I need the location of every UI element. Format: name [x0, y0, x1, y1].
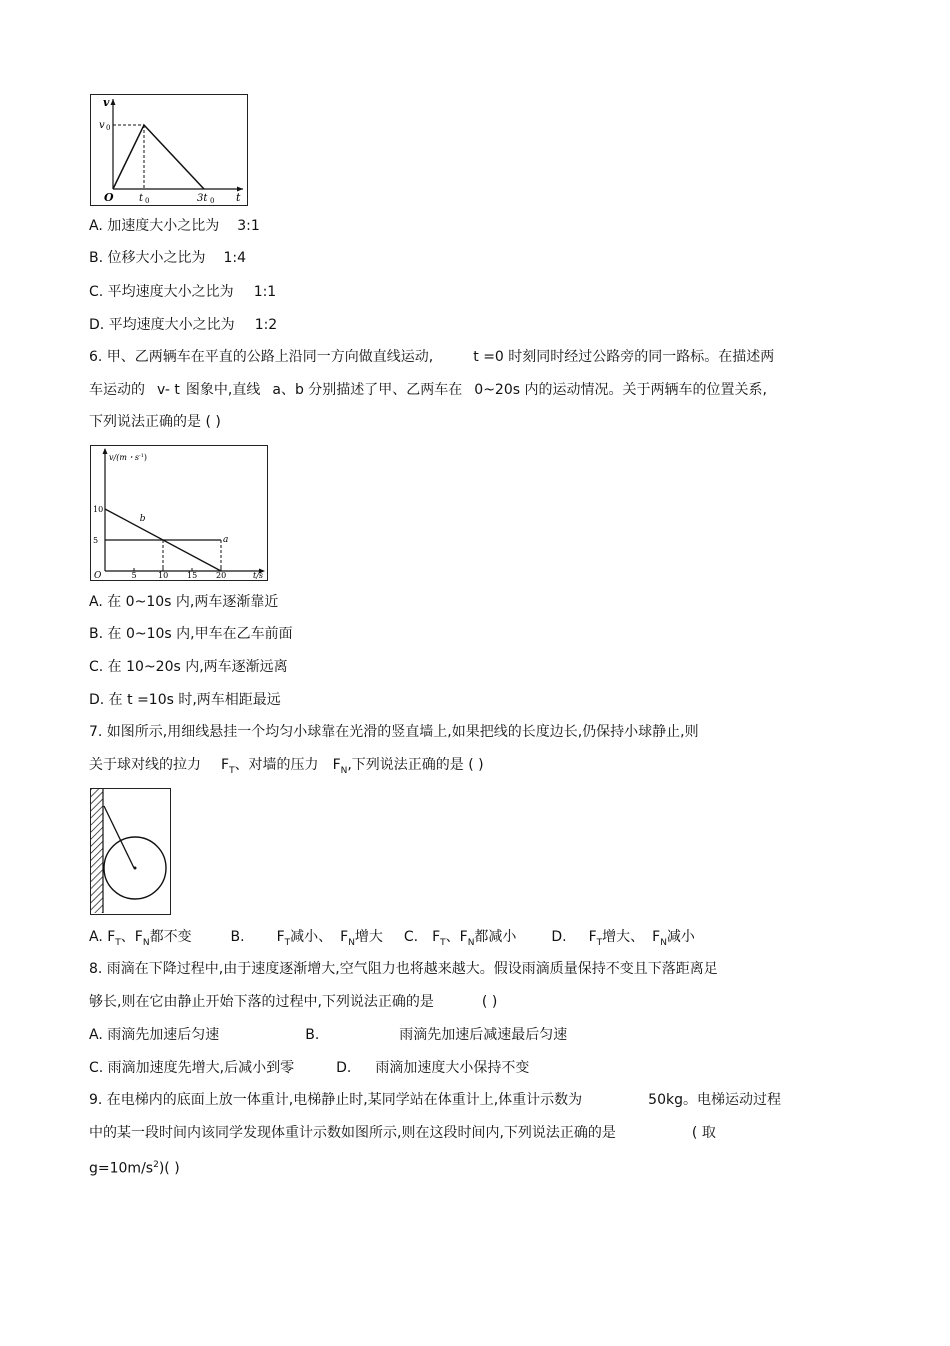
t0-sub: 0	[145, 197, 150, 204]
q9-line-3-a: g=10m/s	[89, 1160, 154, 1177]
wall-hatching	[91, 789, 103, 913]
q7-c-sub2: N	[467, 937, 475, 948]
q7-b-prefix: B.	[230, 929, 245, 945]
q8-option-c: C. 雨滴加速度先增大,后减小到零	[89, 1060, 295, 1076]
q7-d-text1: 增大、	[602, 929, 645, 945]
figure-vt-triangle	[90, 94, 248, 206]
q6-option-d: D. 在 t =10s 时,两车相距最远	[89, 692, 281, 708]
chart-x-label: t/s	[253, 571, 264, 579]
q6-line-1-a: 6. 甲、乙两辆车在平直的公路上沿同一方向做直线运动,	[89, 349, 434, 365]
q7-line-1: 7. 如图所示,用细线悬挂一个均匀小球靠在光滑的竖直墙上,如果把线的长度边长,仍保持小球静止,则	[89, 724, 699, 740]
y-axis-arrow	[111, 99, 116, 105]
q5-option-b-value: 1:4	[223, 250, 247, 266]
q7-line-2	[89, 756, 484, 780]
q7-line-2-a: 关于球对线的拉力	[89, 757, 201, 773]
q6-option-b: B. 在 0~10s 内,甲车在乙车前面	[89, 626, 293, 642]
q7-a-text: 都不变	[149, 929, 192, 945]
q7-ft-sub: T	[229, 765, 235, 776]
y-tick-label-10: 10	[93, 505, 104, 514]
v0-label: v	[99, 120, 105, 131]
q9-line-2-a: 中的某一段时间内该同学发现体重计示数如图所示,则在这段时间内,下列说法正确的是	[89, 1125, 616, 1141]
q6-line-2	[89, 381, 767, 399]
q7-d-f2: F	[652, 929, 661, 945]
q6-line-2-c: 图象中,直线	[185, 382, 261, 398]
q7-b-text2: 增大	[354, 929, 383, 945]
q9-line-2	[89, 1124, 716, 1142]
ball-center	[134, 867, 137, 870]
q7-a-prefix: A. F	[89, 929, 116, 945]
q7-line-2-c: ,下列说法正确的是 ( )	[347, 757, 484, 773]
q5-option-d	[89, 316, 277, 334]
v0-sub: 0	[106, 124, 111, 132]
chart-y-label-end: )	[143, 453, 148, 462]
figure-ball-wall	[90, 788, 171, 915]
q7-fn-sub: N	[340, 765, 348, 776]
figure-vt-chart	[90, 445, 268, 581]
q7-d-f1: F	[588, 929, 597, 945]
q8-option-b: 雨滴先加速后减速最后匀速	[399, 1027, 568, 1043]
q7-d-sub1: T	[596, 937, 603, 948]
q8-option-d-prefix: D.	[336, 1060, 352, 1076]
q7-c-text: 都减小	[474, 929, 517, 945]
q7-a-sub1: T	[115, 937, 121, 948]
q7-c-mid: 、F	[445, 929, 468, 945]
x-tick-label-15: 15	[187, 571, 198, 579]
q5-option-b	[89, 249, 246, 267]
3t0-label: 3t	[197, 193, 208, 204]
q6-line-1-b: t =0 时刻同时经过公路旁的同一路标。在描述两	[473, 349, 775, 365]
q7-c-sub1: T	[440, 937, 446, 948]
q6-line-2-b: v- t	[157, 382, 180, 398]
q9-line-3	[89, 1156, 180, 1178]
q8-option-a: A. 雨滴先加速后匀速	[89, 1027, 220, 1043]
velocity-line	[113, 125, 204, 189]
chart-y-arrow	[103, 448, 108, 454]
q9-line-3-sup: 2	[153, 1160, 159, 1170]
y-tick-label-5: 5	[93, 536, 99, 545]
q9-line-3-b: )( )	[158, 1160, 180, 1177]
3t0-sub: 0	[210, 197, 215, 204]
q7-b-text1: 减小、	[290, 929, 333, 945]
q7-b-sub1: T	[284, 937, 291, 948]
q7-c-f1: F	[432, 929, 441, 945]
x-tick-label-10: 10	[158, 571, 169, 579]
chart-y-label-sup: -1	[139, 453, 144, 459]
series-label-b: b	[139, 514, 146, 524]
q8-line-2	[89, 993, 497, 1011]
q5-option-c-value: 1:1	[253, 284, 277, 300]
q7-ft: F	[221, 757, 230, 773]
q9-line-1-a: 9. 在电梯内的底面上放一体重计,电梯静止时,某同学站在体重计上,体重计示数为	[89, 1092, 583, 1108]
q8-options-row-2	[89, 1059, 529, 1077]
ball-wall-svg	[91, 789, 169, 913]
chart-y-label-main: v/(m・s	[109, 453, 140, 462]
q9-line-1	[89, 1091, 781, 1109]
q8-line-2-text: 够长,则在它由静止开始下落的过程中,下列说法正确的是	[89, 994, 434, 1010]
q7-fn: F	[332, 757, 341, 773]
chart-origin-label: O	[94, 571, 102, 579]
q6-option-a: A. 在 0~10s 内,两车逐渐靠近	[89, 594, 279, 610]
q6-line-3: 下列说法正确的是 ( )	[89, 414, 221, 430]
q6-line-2-e: 0~20s 内的运动情况。关于两辆车的位置关系,	[474, 382, 767, 398]
t0-label: t	[139, 193, 144, 204]
q7-d-sub2: N	[660, 937, 667, 948]
q7-a-mid: 、F	[120, 929, 143, 945]
chart-y-label	[109, 453, 147, 462]
q5-option-a	[89, 217, 260, 235]
x-tick-label-20: 20	[216, 571, 227, 579]
q8-option-d: 雨滴加速度大小保持不变	[375, 1060, 530, 1076]
q7-d-text2: 减小	[666, 929, 695, 945]
q7-line-2-b: 、对墙的压力	[234, 757, 319, 773]
axis-t-label: t	[236, 191, 241, 204]
q5-option-a-label: A. 加速度大小之比为	[89, 218, 220, 234]
q5-option-a-value: 3:1	[237, 218, 260, 234]
q6-line-2-d: a、b 分别描述了甲、乙两车在	[272, 382, 463, 398]
q7-b-f2: F	[340, 929, 349, 945]
chart-marks	[93, 505, 228, 579]
q8-line-2-paren: ( )	[481, 994, 498, 1010]
q6-option-c: C. 在 10~20s 内,两车逐渐远离	[89, 659, 288, 675]
q7-a-sub2: N	[142, 937, 150, 948]
q7-d-prefix: D.	[551, 929, 567, 945]
q7-c-prefix: C.	[403, 929, 419, 945]
q6-line-1	[89, 348, 774, 366]
q8-line-1: 8. 雨滴在下降过程中,由于速度逐渐增大,空气阻力也将越来越大。假设雨滴质量保持不变且下落距离足	[89, 961, 718, 977]
vt-triangle-svg	[91, 95, 246, 204]
q7-b-sub2: N	[348, 937, 355, 948]
q5-option-c	[89, 283, 276, 301]
axis-v-label: v	[103, 96, 110, 109]
q5-option-b-label: B. 位移大小之比为	[89, 250, 206, 266]
q7-options	[89, 928, 695, 952]
q5-option-d-label: D. 平均速度大小之比为	[89, 317, 235, 333]
q8-option-b-prefix: B.	[305, 1027, 320, 1043]
q9-line-2-b: ( 取	[691, 1125, 716, 1141]
vt-chart-svg	[91, 446, 266, 579]
q8-options-row-1	[89, 1026, 567, 1044]
q7-b-f1: F	[276, 929, 285, 945]
q5-option-c-label: C. 平均速度大小之比为	[89, 284, 234, 300]
q6-line-2-a: 车运动的	[89, 382, 145, 398]
series-label-a: a	[223, 535, 229, 545]
origin-label: O	[104, 191, 114, 204]
q5-option-d-value: 1:2	[254, 317, 278, 333]
q9-line-1-b: 50kg。电梯运动过程	[648, 1092, 781, 1108]
x-tick-label-5: 5	[131, 571, 137, 579]
